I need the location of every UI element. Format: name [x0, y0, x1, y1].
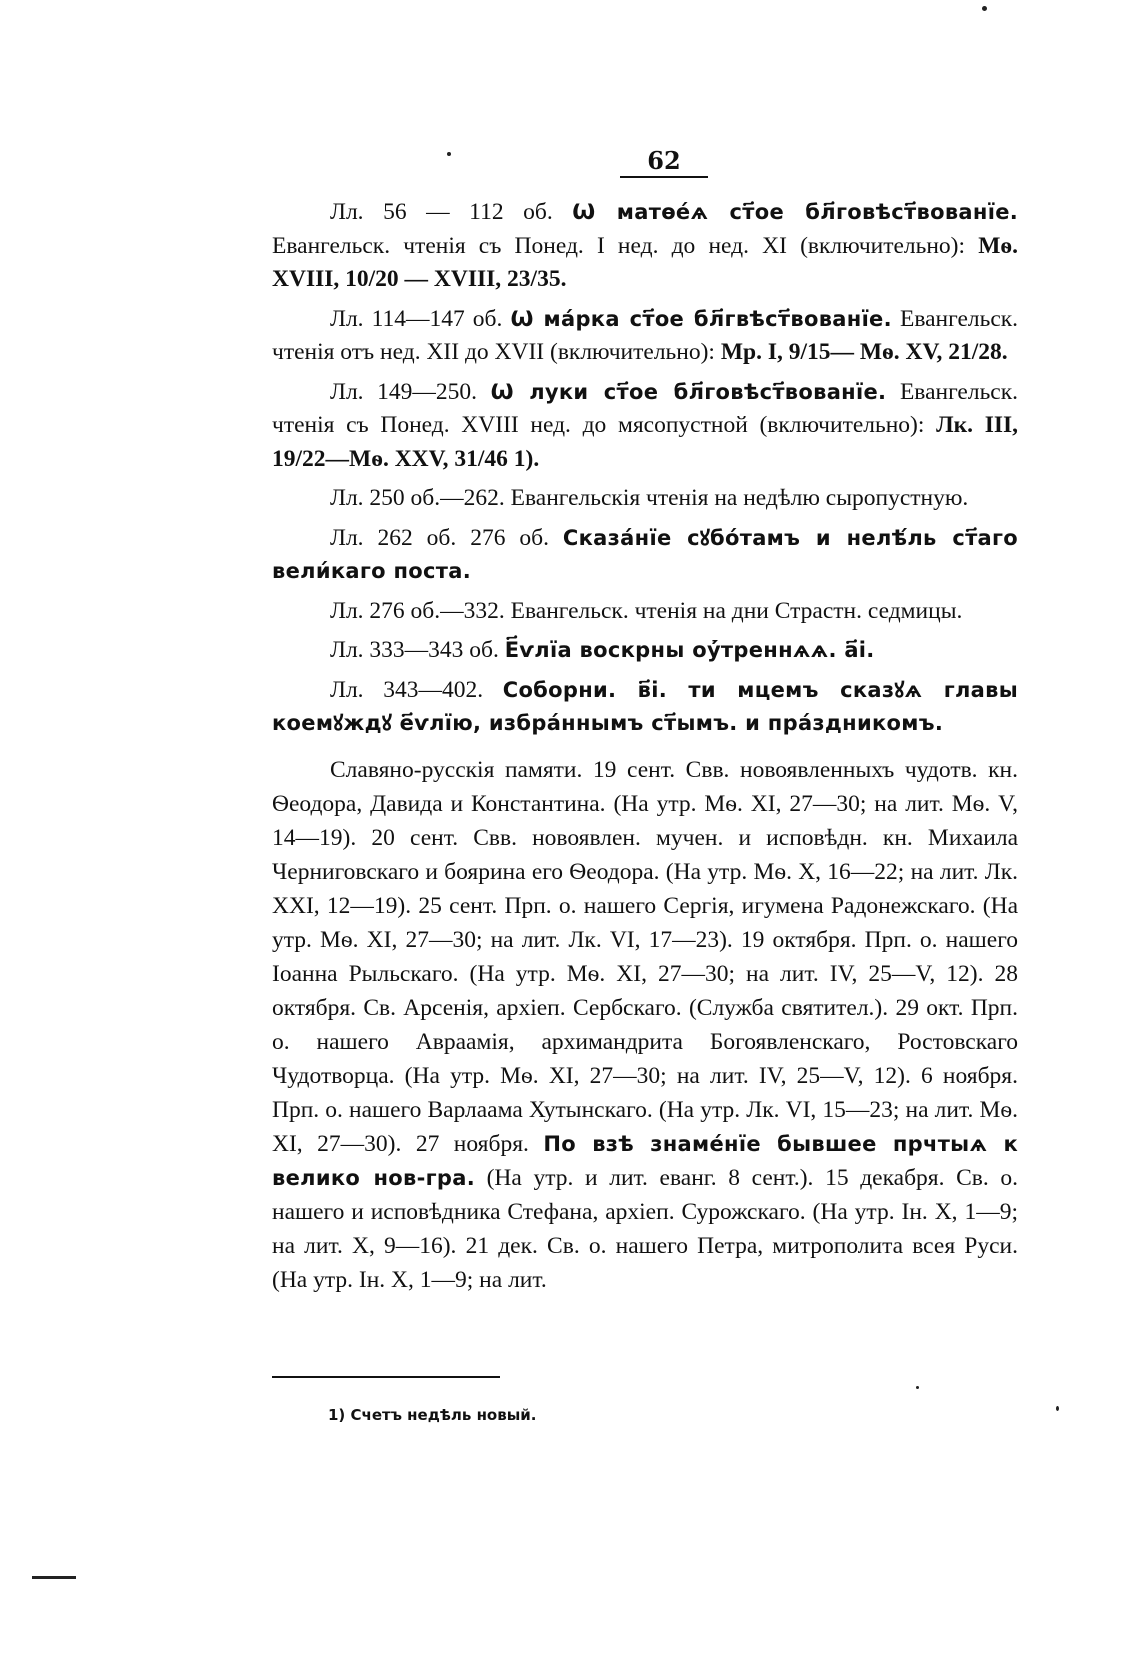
page-number-rule: [620, 176, 708, 178]
entry-8-slavonic: Соборни. в҃і. ти мцемъ сказꙋѧ главы коемꙋждꙋ е҃ѵлїю, избра́ннымъ ст҃ымъ. и пра́здникомъ.: [272, 677, 1019, 735]
entry-1-text: Евангельск. чтенія съ Понед. I нед. до нед. XI (включительно):: [272, 232, 966, 259]
memory-text-continued: (На утр. и лит. еванг. 8 сент.). 15 декабря. Св. о. нашего и исповѣдника Стефана, архіеп. Сурожскаго. (На утр. Ін. X, 1—9; на лит. X, 9—16). 21 дек. Св. о. нашего Петра, митрополита всея Руси. (На утр. Ін. X, 1—9; на лит.: [272, 1164, 1018, 1293]
memory-slavonic: По взѣ знаме́нїе бывшее прчтыѧ к велико нов-гра.: [272, 1131, 1019, 1190]
entry-7-slavonic: Е҃ѵлїа воскрны оу҆́треннѧѧ. а҃і.: [504, 638, 875, 662]
entry-4: [272, 482, 1018, 516]
entry-1-slavonic: Ѡ матѳе́ѧ ст҃ое бл҃говѣст҃вованїе.: [572, 200, 1019, 224]
entry-2: [272, 303, 1018, 370]
entry-3-ref: Лл. 149—250.: [330, 378, 478, 405]
speck-right-margin: [916, 1386, 919, 1389]
entry-7: [272, 634, 1018, 668]
entry-2-text: Евангельск. чтенія отъ нед. XII до XVII (включительно):: [272, 305, 1019, 365]
entry-7-ref: Лл. 333—343 об.: [330, 637, 499, 663]
speck-far-right: [1056, 1406, 1059, 1411]
entry-6-text: Евангельск. чтенія на дни Страстн. седмицы.: [510, 597, 963, 624]
margin-mark: [32, 1576, 76, 1579]
entry-1-cite: Мѳ. XVIII, 10/20 — XVIII, 23/35.: [272, 232, 1019, 292]
entry-2-slavonic: Ѡ ма́рка ст҃ое бл҃гвѣст҃вованїе.: [510, 306, 892, 331]
entry-3-slavonic: Ѡ луки ст҃ое бл҃говѣст҃вованїе.: [490, 379, 887, 404]
entry-5: [272, 522, 1018, 589]
footnote-rule: [272, 1376, 500, 1378]
entry-5-ref: Лл. 262 об. 276 об.: [330, 524, 549, 551]
entry-6-ref: Лл. 276 об.—332.: [330, 597, 505, 624]
entry-8-ref: Лл. 343—402.: [330, 676, 484, 703]
entry-1: [272, 196, 1018, 297]
entry-6: [272, 595, 1018, 629]
entry-8: [272, 674, 1018, 741]
entry-5-slavonic: Сказа́нїе сꙋбо́тамъ и нелѣ́ль ст҃аго вели́каго поста.: [272, 525, 1019, 583]
entry-3-text: Евангельск. чтенія съ Понед. XVIII нед. до мясопустной (включительно):: [272, 378, 1019, 438]
footnote: 1) Счетъ недѣль новый.: [328, 1406, 537, 1424]
speck-near-number: [447, 152, 451, 156]
memory-paragraph: [272, 753, 1018, 1297]
entry-2-ref: Лл. 114—147 об.: [330, 305, 503, 332]
memory-text: Славяно-русскія памяти. 19 сент. Свв. новоявленныхъ чудотв. кн. Ѳеодора, Давида и Константина. (На утр. Мѳ. XI, 27—30; на лит. Мѳ. V, 14—19). 20 сент. Свв. новоявлен. мучен. и исповѣдн. кн. Михаила Черниговскаго и боярина его Ѳеодора. (На утр. Мѳ. X, 16—22; на лит. Лк. XXI, 12—19). 25 сент. Прп. о. нашего Сергія, игумена Радонежскаго. (На утр. Мѳ. XI, 27—30; на лит. Лк. VI, 17—23). 19 октября. Прп. о. нашего Іоанна Рыльскаго. (На утр. Мѳ. XI, 27—30; на лит. IV, 25—V, 12). 28 октября. Св. Арсенія, архіеп. Сербскаго. (Служба святител.). 29 окт. Прп. о. нашего Авраамія, архимандрита Богоявленскаго, Ростовскаго Чудотворца. (На утр. Мѳ. XI, 27—30; на лит. IV, 25—V, 12). 6 ноября. Прп. о. нашего Варлаама Хутынскаго. (На утр. Лк. VI, 15—23; на лит. Мѳ. XI, 27—30). 27 ноября.: [272, 756, 1018, 1157]
entry-1-ref: Лл. 56 — 112 об.: [330, 199, 553, 225]
entry-3: [272, 376, 1018, 477]
speck-top-right: [982, 6, 987, 11]
entry-2-cite: Мр. I, 9/15— Мѳ. XV, 21/28.: [720, 339, 1008, 365]
entry-4-text: Евангельскія чтенія на недѣлю сыропустную.: [510, 485, 969, 511]
main-text: [272, 196, 1018, 1303]
entry-4-ref: Лл. 250 об.—262.: [330, 485, 505, 511]
entry-3-cite: Лк. III, 19/22—Мѳ. XXV, 31/46 1).: [272, 412, 1019, 472]
page-number: 62: [647, 146, 681, 175]
